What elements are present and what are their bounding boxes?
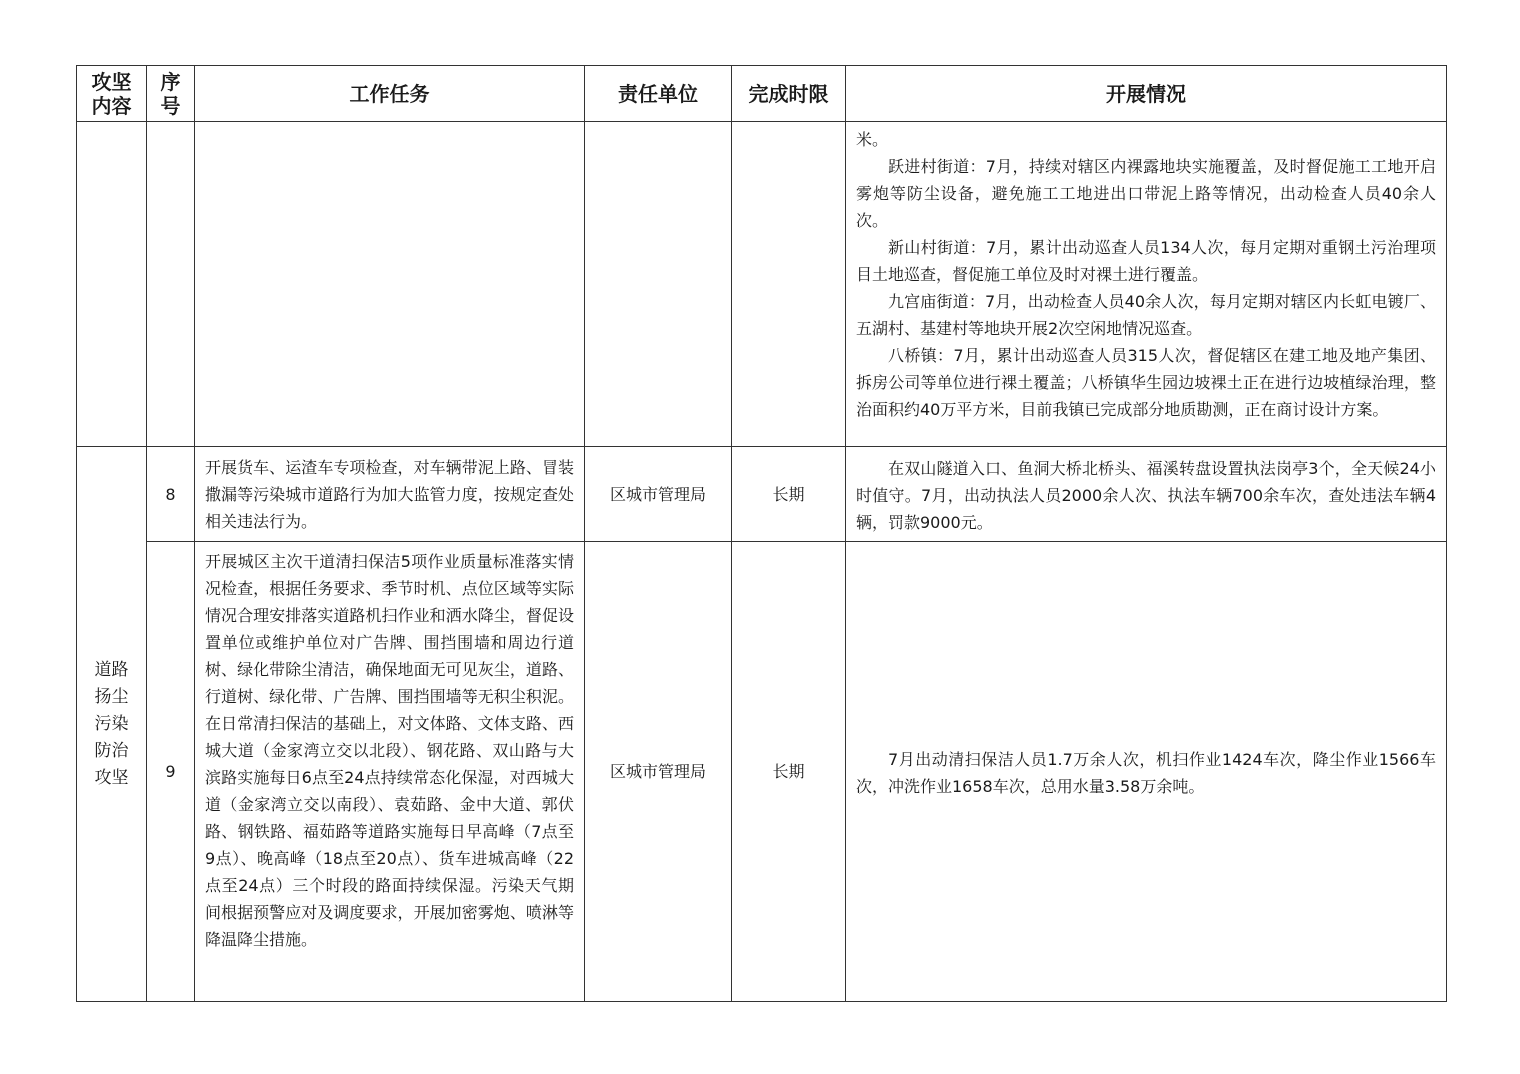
cell-no-empty: [147, 122, 195, 447]
row-number: 8: [147, 447, 195, 542]
row-task: 开展货车、运渣车专项检查，对车辆带泥上路、冒装撒漏等污染城市道路行为加大监管力度，按规定查处相关违法行为。: [195, 447, 585, 542]
row-deadline: 长期: [732, 447, 846, 542]
header-content-line1: 攻坚: [91, 69, 132, 94]
progress-paragraph: 新山村街道：7月，累计出动巡查人员134人次，每月定期对重钢土污治理项目土地巡查，督促施工单位及时对裸土进行覆盖。: [856, 238, 1436, 284]
header-unit: 责任单位: [585, 66, 732, 122]
header-content-line2: 内容: [91, 93, 132, 118]
section-title-cell: [77, 447, 147, 1002]
progress-paragraph: 米。: [856, 130, 889, 149]
row-progress: [846, 447, 1447, 542]
cell-progress-continued: [846, 122, 1447, 447]
table-row-continued: [77, 122, 1447, 447]
row-unit: 区城市管理局: [585, 447, 732, 542]
progress-paragraph: 八桥镇：7月，累计出动巡查人员315人次，督促辖区在建工地及地产集团、拆房公司等单位进行裸土覆盖；八桥镇华生园边坡裸土正在进行边坡植绿治理，整治面积约40万平方米，目前我镇已完成部分地质勘测，正在商讨设计方案。: [856, 346, 1436, 419]
row-unit: 区城市管理局: [585, 542, 732, 1002]
cell-deadline-empty: [732, 122, 846, 447]
row-number: 9: [147, 542, 195, 1002]
cell-task-empty: [195, 122, 585, 447]
header-no-line2: 号: [160, 93, 181, 118]
row-task: 开展城区主次干道清扫保洁5项作业质量标准落实情况检查，根据任务要求、季节时机、点位区域等实际情况合理安排落实道路机扫作业和洒水降尘，督促设置单位或维护单位对广告牌、围挡围墙和周边行道树、绿化带除尘清洁，确保地面无可见灰尘，道路、行道树、绿化带、广告牌、围挡围墙等无积尘积泥。在日常清扫保洁的基础上，对文体路、文体支路、西城大道（金家湾立交以北段）、钢花路、双山路与大滨路实施每日6点至24点持续常态化保湿，对西城大道（金家湾立交以南段）、袁茹路、金中大道、郭伏路、钢铁路、福茹路等道路实施每日早高峰（7点至9点）、晚高峰（18点至20点）、货车进城高峰（22点至24点）三个时段的路面持续保湿。污染天气期间根据预警应对及调度要求，开展加密雾炮、喷淋等降温降尘措施。: [195, 542, 585, 1002]
cell-content-empty: [77, 122, 147, 447]
header-no-line1: 序: [160, 69, 181, 94]
section-title: 道路 扬尘 污染 防治 攻坚: [94, 659, 129, 788]
row-progress-text: 在双山隧道入口、鱼洞大桥北桥头、福溪转盘设置执法岗亭3个，全天候24小时值守。7月，出动执法人员2000余人次、执法车辆700余车次，查处违法车辆4辆，罚款9000元。: [856, 458, 1436, 532]
cell-unit-empty: [585, 122, 732, 447]
progress-paragraph: 跃进村街道：7月，持续对辖区内裸露地块实施覆盖，及时督促施工工地开启雾炮等防尘设备，避免施工工地进出口带泥上路等情况，出动检查人员40余人次。: [856, 157, 1436, 230]
header-deadline: 完成时限: [732, 66, 846, 122]
header-content: [77, 66, 147, 122]
header-no: [147, 66, 195, 122]
row-progress-text: 7月出动清扫保洁人员1.7万余人次，机扫作业1424车次，降尘作业1566车次，冲洗作业1658车次，总用水量3.58万余吨。: [856, 749, 1436, 796]
progress-paragraph: 九宫庙街道：7月，出动检查人员40余人次，每月定期对辖区内长虹电镀厂、五湖村、基建村等地块开展2次空闲地情况巡查。: [856, 292, 1436, 338]
header-task: 工作任务: [195, 66, 585, 122]
table-row: [77, 542, 1447, 1002]
row-progress: [846, 542, 1447, 1002]
table-row: [77, 447, 1447, 542]
table-header-row: [77, 66, 1447, 122]
row-deadline: 长期: [732, 542, 846, 1002]
work-progress-table: [76, 65, 1447, 1002]
header-progress: 开展情况: [846, 66, 1447, 122]
